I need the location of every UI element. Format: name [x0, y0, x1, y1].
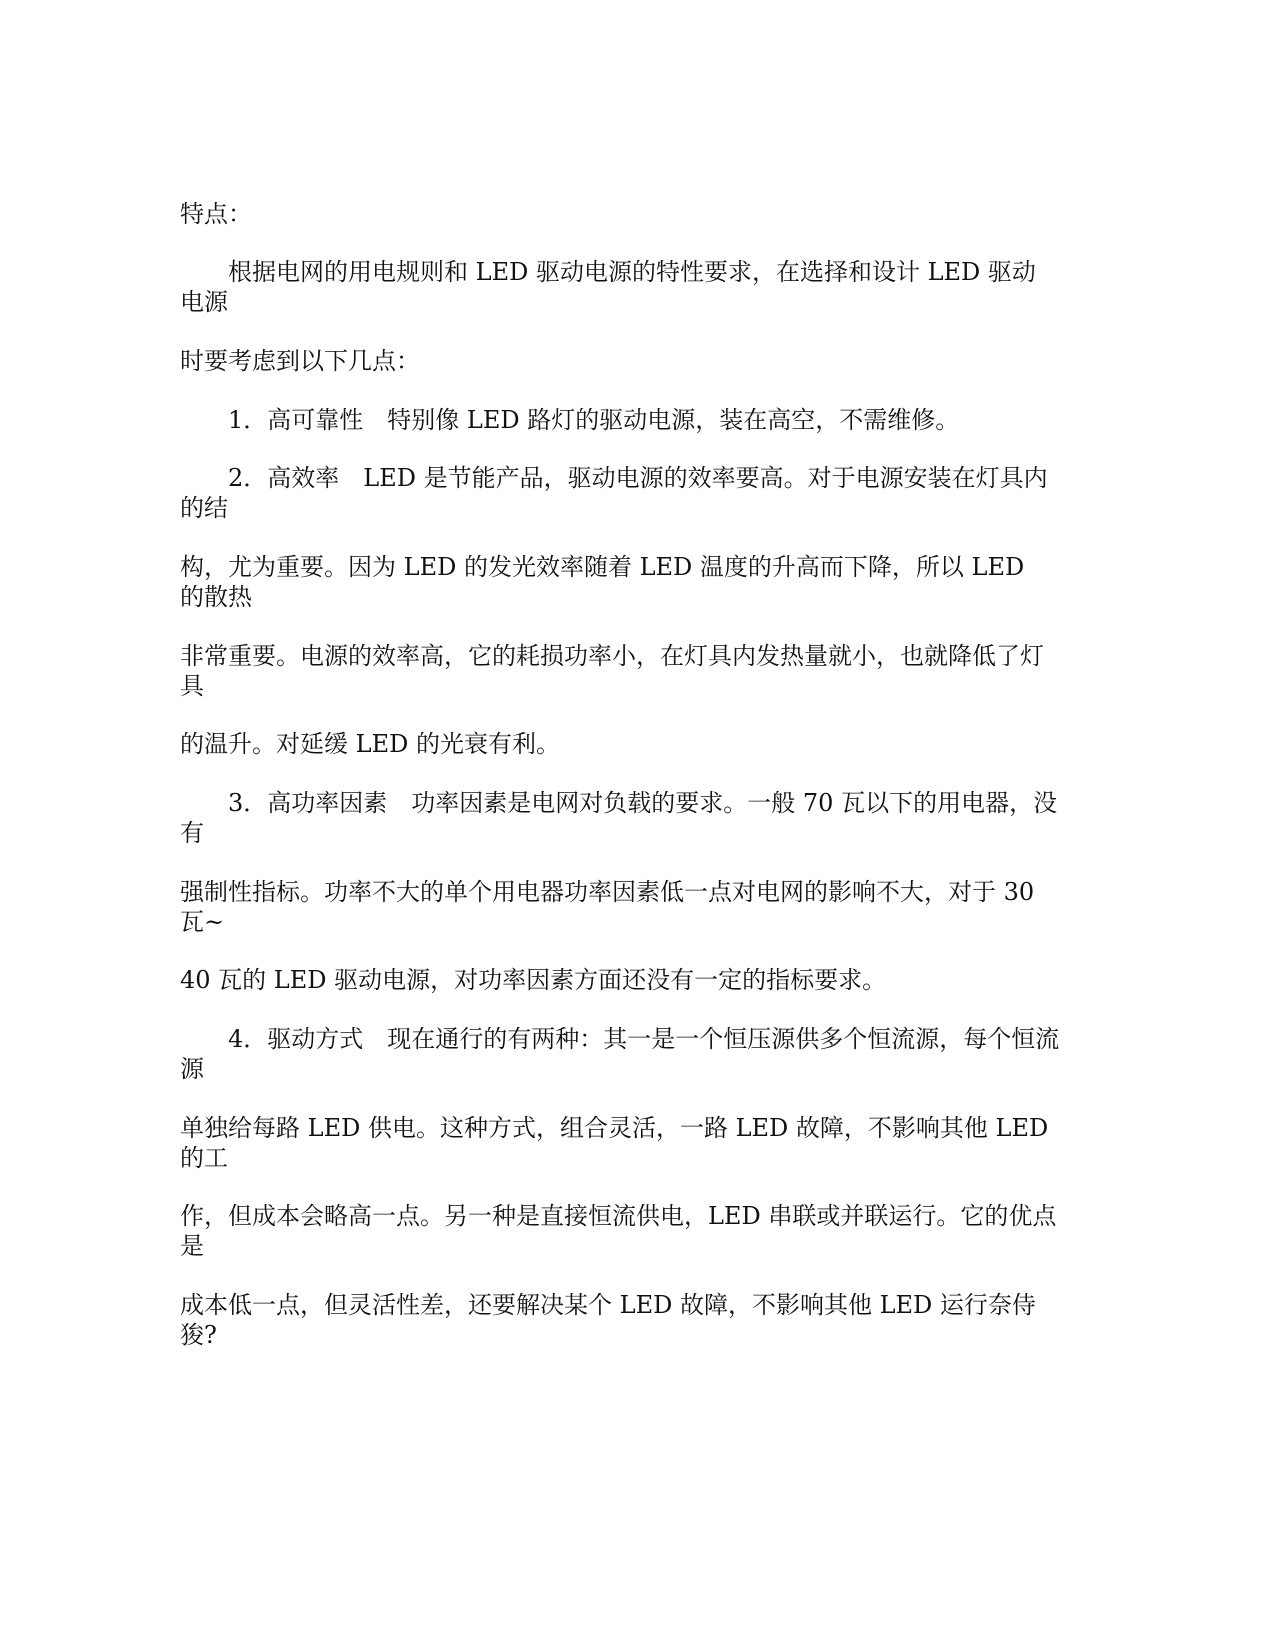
text-line: 强制性指标。功率不大的单个用电器功率因素低一点对电网的影响不大，对于 30 — [180, 878, 1035, 906]
text-line: 是 — [180, 1232, 204, 1260]
text-line: 非常重要。电源的效率高，它的耗损功率小，在灯具内发热量就小，也就降低了灯 — [180, 642, 1044, 670]
list-item-1: 1．高可靠性 特别像 LED 路灯的驱动电源，装在高空，不需维修。 — [228, 406, 960, 434]
text-line: 具 — [180, 672, 204, 700]
text-line: 的结 — [180, 494, 228, 522]
text-line: 的工 — [180, 1144, 228, 1172]
text-line: 根据电网的用电规则和 LED 驱动电源的特性要求，在选择和设计 LED 驱动 — [228, 258, 1036, 286]
text-line: 构，尤为重要。因为 LED 的发光效率随着 LED 温度的升高而下降，所以 LED — [180, 553, 1025, 581]
text-line: 时要考虑到以下几点： — [180, 347, 420, 375]
text-line: 源 — [180, 1055, 204, 1083]
list-item-4: 4．驱动方式 现在通行的有两种：其一是一个恒压源供多个恒流源，每个恒流 — [228, 1025, 1060, 1053]
text-line: 的散热 — [180, 583, 252, 611]
list-item-3: 3．高功率因素 功率因素是电网对负载的要求。一般 70 瓦以下的用电器，没 — [228, 789, 1058, 817]
text-line: 的温升。对延缓 LED 的光衰有利。 — [180, 730, 560, 758]
text-line: 瓦~ — [180, 908, 225, 936]
text-line: 狻? — [180, 1321, 217, 1349]
heading-features: 特点： — [180, 200, 252, 228]
text-line: 有 — [180, 819, 204, 847]
text-line: 作，但成本会略高一点。另一种是直接恒流供电，LED 串联或并联运行。它的优点 — [180, 1202, 1057, 1230]
list-item-2: 2．高效率 LED 是节能产品，驱动电源的效率要高。对于电源安装在灯具内 — [228, 464, 1048, 492]
text-line: 单独给每路 LED 供电。这种方式，组合灵活，一路 LED 故障，不影响其他 LED — [180, 1114, 1049, 1142]
text-line: 40 瓦的 LED 驱动电源，对功率因素方面还没有一定的指标要求。 — [180, 966, 887, 994]
text-line: 电源 — [180, 288, 228, 316]
text-line: 成本低一点，但灵活性差，还要解决某个 LED 故障，不影响其他 LED 运行奈侍 — [180, 1291, 1036, 1319]
